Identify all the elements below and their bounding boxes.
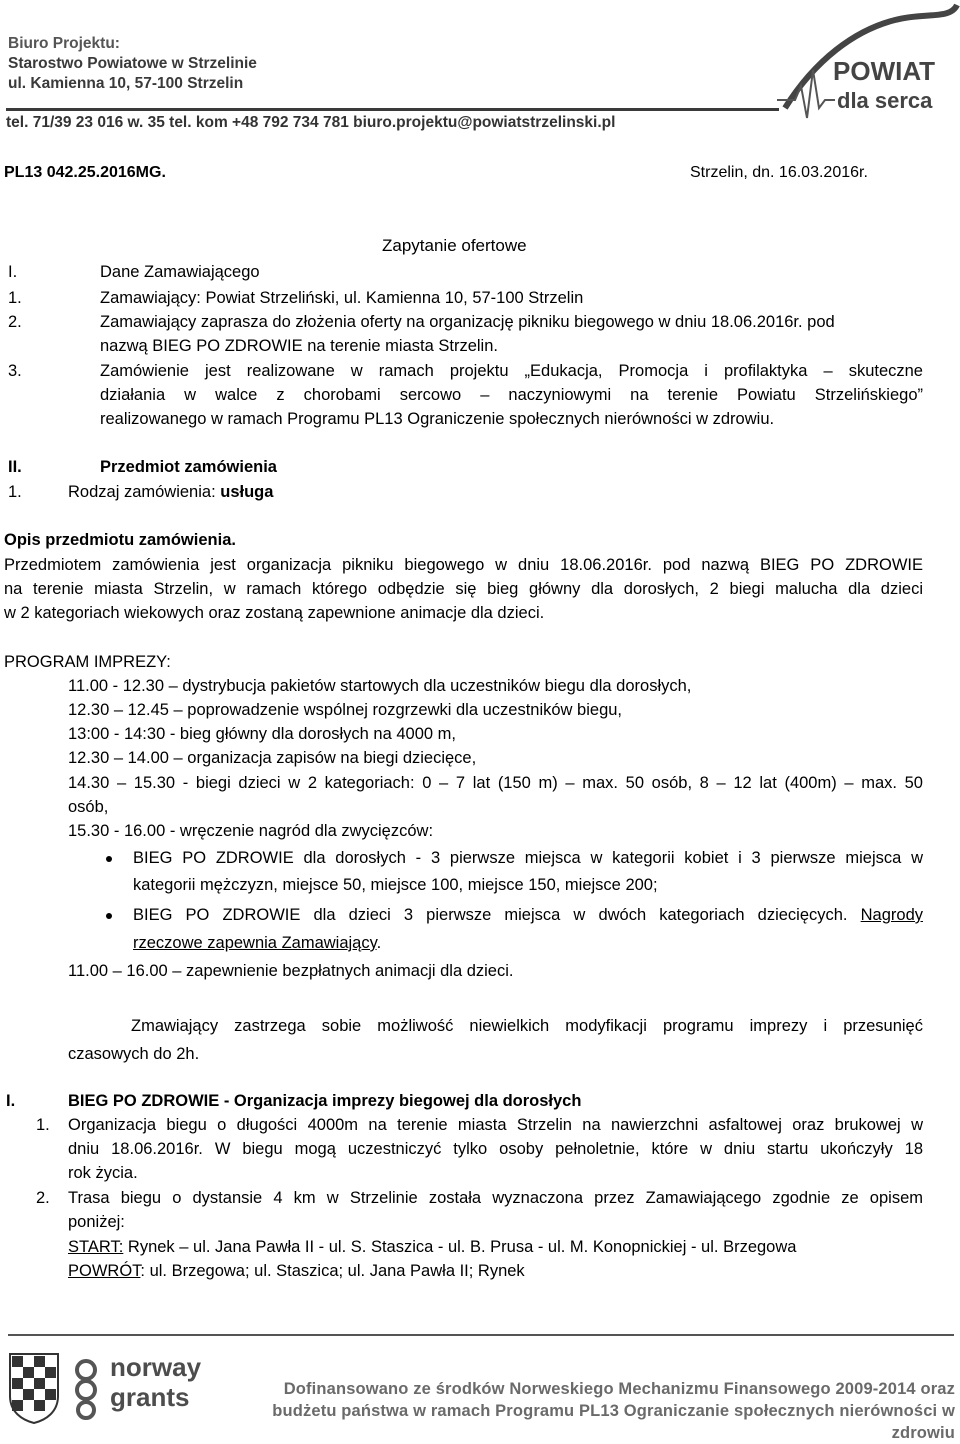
order-type-value: usługa	[220, 483, 274, 501]
item-text: Zamawiający zaprasza do złożenia oferty na organizację pikniku biegowego w dniu 18.06.2016r. pod	[100, 313, 835, 331]
norway-word: norway	[110, 1352, 202, 1382]
logo-title: POWIAT	[833, 56, 936, 86]
award-note: Nagrody	[860, 906, 923, 924]
item-text: Zamówienie jest realizowane w ramach projektu „Edukacja, Promocja i profilaktyka – skuteczne	[100, 362, 923, 380]
item-text: dniu 18.06.2016r. W biegu mogą uczestniczyć tylko osoby pełnoletnie, które w dniu startu ukończyły 18	[68, 1140, 923, 1158]
program-row: 12.30 – 12.45 – poprowadzenie wspólnej rozgrzewki dla uczestników biegu,	[68, 701, 623, 719]
order-type-label: Rodzaj zamówienia:	[68, 483, 221, 501]
section-heading: BIEG PO ZDROWIE - Organizacja imprezy biegowej dla dorosłych	[68, 1092, 582, 1110]
section-heading: Dane Zamawiającego	[100, 263, 260, 281]
reservation-line: czasowych do 2h.	[68, 1045, 200, 1063]
award-end: .	[376, 934, 382, 952]
item-text: nazwą BIEG PO ZDROWIE na terenie miasta Strzelin.	[100, 337, 498, 355]
norway-grants-wordmark	[110, 1352, 201, 1412]
logo-subtitle: dla serca	[837, 88, 933, 113]
grants-word: grants	[110, 1382, 190, 1412]
funding-line: budżetu państwa w ramach Programu PL13 Ograniczanie społecznych nierówności w zdrowiu	[272, 1402, 955, 1442]
document-title: Zapytanie ofertowe	[382, 236, 527, 255]
award-text: BIEG PO ZDROWIE dla dzieci 3 pierwsze miejsca w dwóch kategoriach dziecięcych.	[133, 906, 861, 924]
description-line: Przedmiotem zamówienia jest organizacja pikniku biegowego w dniu 18.06.2016r. pod nazwą BIEG PO ZDROWIE	[4, 556, 923, 574]
heart-logo-icon	[775, 0, 960, 135]
office-address-block	[8, 34, 278, 94]
route-start	[68, 1235, 796, 1259]
item-number: 3.	[8, 362, 22, 380]
item-number: 1.	[8, 483, 22, 501]
order-type	[68, 480, 273, 504]
header-divider	[6, 108, 779, 111]
powiat-logo	[775, 0, 960, 135]
office-line-2: Starostwo Powiatowe w Strzelinie	[8, 55, 257, 72]
program-row: 11.00 – 16.00 – zapewnienie bezpłatnych animacji dla dzieci.	[68, 962, 514, 980]
item-text: rok życia.	[68, 1164, 138, 1182]
route-return	[68, 1259, 525, 1283]
route-start-text: Rynek – ul. Jana Pawła II - ul. S. Staszica - ul. B. Prusa - ul. M. Konopnickiej - ul. Brzegowa	[123, 1238, 797, 1256]
item-number: 1.	[8, 289, 22, 307]
section-heading: Przedmiot zamówienia	[100, 458, 277, 476]
route-return-text: : ul. Brzegowa; ul. Staszica; ul. Jana Pawła II; Rynek	[140, 1262, 525, 1280]
office-line-1: Biuro Projektu:	[8, 35, 120, 52]
program-row: osób,	[68, 798, 109, 816]
award-line	[133, 931, 381, 955]
funding-line: Dofinansowano ze środków Norweskiego Mechanizmu Finansowego 2009-2014 oraz	[283, 1380, 955, 1398]
description-heading: Opis przedmiotu zamówienia.	[4, 531, 236, 549]
item-text: realizowanego w ramach Programu PL13 Ograniczenie społecznych nierówności w zdrowiu.	[100, 410, 775, 428]
program-row: 12.30 – 14.00 – organizacja zapisów na biegi dziecięce,	[68, 749, 477, 767]
item-text: Zamawiający: Powiat Strzeliński, ul. Kamienna 10, 57-100 Strzelin	[100, 289, 584, 307]
footer-divider	[8, 1334, 954, 1336]
item-text: działania w walce z chorobami sercowo – naczyniowymi na terenie Powiatu Strzelińskiego”	[100, 386, 923, 404]
reservation-line: Zmawiający zastrzega sobie możliwość niewielkich modyfikacji programu imprezy i przesunięć	[131, 1017, 923, 1035]
route-start-label: START:	[68, 1238, 124, 1256]
program-row: 15.30 - 16.00 - wręczenie nagród dla zwycięzców:	[68, 822, 434, 840]
program-heading: PROGRAM IMPREZY:	[4, 653, 171, 671]
route-return-label: POWRÓT	[68, 1262, 141, 1280]
program-row: 11.00 - 12.30 – dystrybucja pakietów startowych dla uczestników biegu dla dorosłych,	[68, 677, 692, 695]
place-date: Strzelin, dn. 16.03.2016r.	[690, 164, 868, 181]
program-row: 14.30 – 15.30 - biegi dzieci w 2 kategoriach: 0 – 7 lat (150 m) – max. 50 osób, 8 – 12 lat (400m) – max. 50	[68, 774, 923, 792]
section-number: I.	[8, 263, 18, 281]
item-text: Trasa biegu o dystansie 4 km w Strzelinie została wyznaczona przez Zamawiającego zgodnie ze opisem	[68, 1189, 923, 1207]
header-contact: tel. 71/39 23 016 w. 35 tel. kom +48 792 734 781 biuro.projektu@powiatstrzelinski.pl	[6, 114, 616, 131]
description-line: na terenie miasta Strzelin, w ramach którego odbędzie się bieg główny dla dorosłych, 2 biegi malucha dla dzieci	[4, 580, 923, 598]
item-number: 2.	[8, 313, 22, 331]
section-number: I.	[6, 1092, 16, 1110]
award-note: rzeczowe zapewnia Zamawiający	[133, 934, 377, 952]
coat-of-arms-icon	[8, 1352, 60, 1424]
item-number: 2.	[36, 1189, 50, 1207]
item-number: 1.	[36, 1116, 50, 1134]
bullet-icon	[106, 913, 112, 919]
description-line: w 2 kategoriach wiekowych oraz zostaną zapewnione animacje dla dzieci.	[4, 604, 545, 622]
document-number: PL13 042.25.2016MG.	[4, 164, 166, 181]
norway-grants-logo-icon	[68, 1356, 104, 1420]
funding-note	[225, 1378, 955, 1444]
office-line-3: ul. Kamienna 10, 57-100 Strzelin	[8, 75, 244, 92]
award-line: kategorii mężczyzn, miejsce 50, miejsce 100, miejsce 150, miejsce 200;	[133, 876, 658, 894]
program-row: 13:00 - 14:30 - bieg główny dla dorosłych na 4000 m,	[68, 725, 456, 743]
bullet-icon	[106, 856, 112, 862]
section-number: II.	[8, 458, 22, 476]
award-line	[133, 903, 923, 927]
item-text: poniżej:	[68, 1213, 125, 1231]
award-line: BIEG PO ZDROWIE dla dorosłych - 3 pierwsze miejsca w kategorii kobiet i 3 pierwsze miejsca w	[133, 849, 923, 867]
item-text: Organizacja biegu o długości 4000m na terenie miasta Strzelin na nawierzchni asfaltowej oraz brukowej w	[68, 1116, 923, 1134]
